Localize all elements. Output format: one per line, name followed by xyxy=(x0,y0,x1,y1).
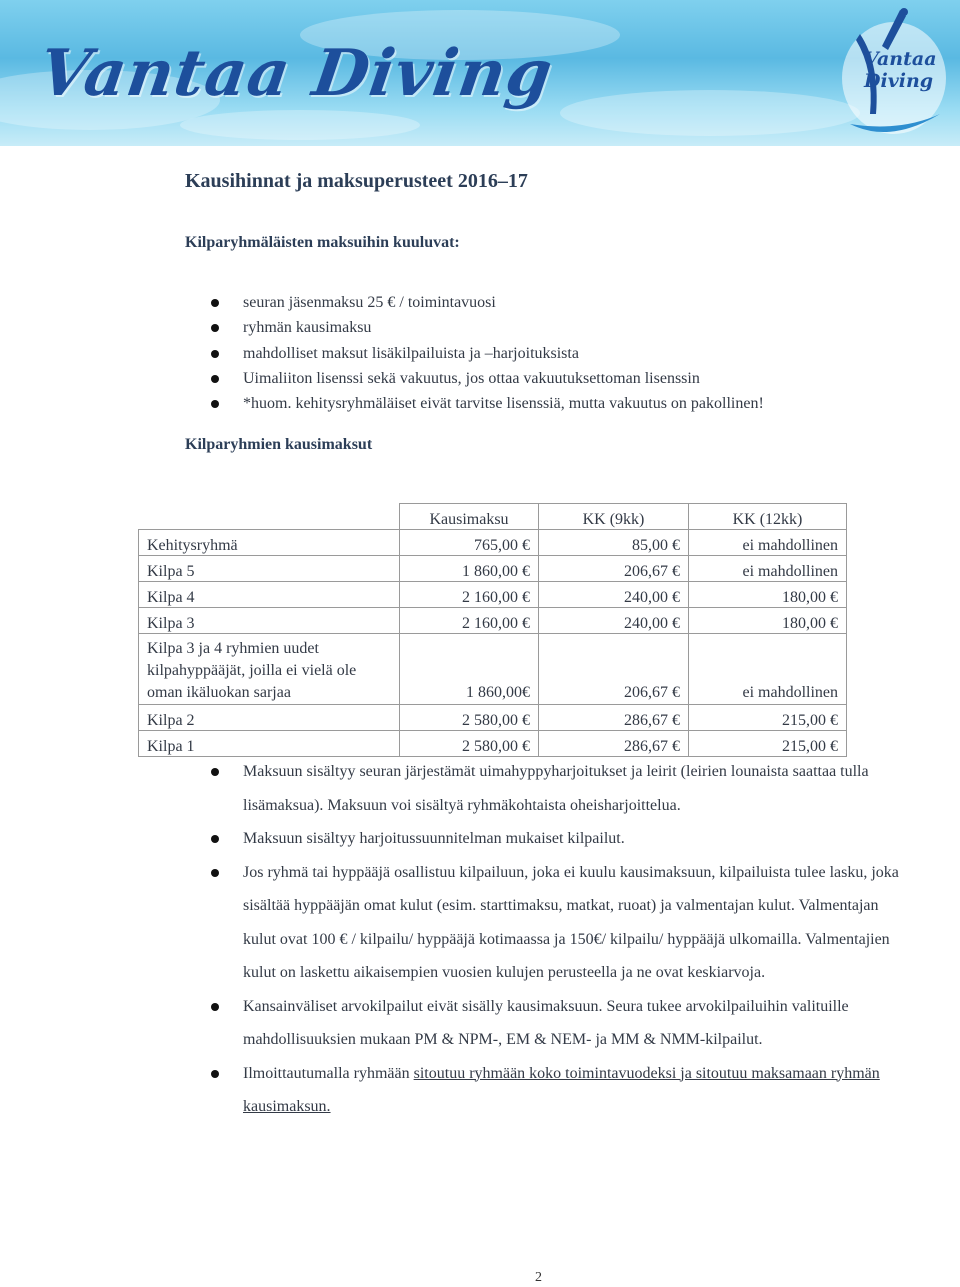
list-item xyxy=(200,391,880,416)
note-text: Kansainväliset arvokilpailut eivät sisälly kausimaksuun. Seura tukee arvokilpailuihin valituille mahdollisuuksien mukaan PM & NPM-, EM & NEM- ja MM & NMM-kilpailut. xyxy=(243,997,849,1048)
logo-wordmark: Vantaa Diving xyxy=(34,36,558,111)
table-cell: ei mahdollinen xyxy=(689,634,847,705)
table-row xyxy=(139,530,847,556)
table-row xyxy=(139,705,847,731)
table-cell: 85,00 € xyxy=(539,530,689,556)
table-row xyxy=(139,582,847,608)
list-item xyxy=(200,755,900,822)
included-heading: Kilparyhmäläisten maksuihin kuuluvat: xyxy=(185,234,460,251)
table-cell: 206,67 € xyxy=(539,634,689,705)
fees-heading: Kilparyhmien kausimaksut xyxy=(185,436,373,453)
list-item xyxy=(200,341,880,366)
table-cell: Kilpa 2 xyxy=(139,705,400,731)
water-ripple xyxy=(180,110,420,140)
list-item-text: ryhmän kausimaksu xyxy=(243,319,372,337)
header-cell: KK (12kk) xyxy=(689,504,847,530)
table-cell: ei mahdollinen xyxy=(689,556,847,582)
note-text: Jos ryhmä tai hyppääjä osallistuu kilpailuun, joka ei kuulu kausimaksuun, kilpailuista tulee lasku, joka sisältää hyppääjän omat kulut (esim. starttimaksu, matkat, ruoat) ja valmentajan kulut. Valmentajan kulut ovat 100 € / kilpailu/ hyppääjä kotimaassa ja 150€/ kilpailu/ hyppääjä ulkomailla. Valmentajien kulut on laskettu aikaisempien vuosien kulujen perusteella ja ne ovat keskiarvoja. xyxy=(243,863,899,981)
table-cell: Kilpa 4 xyxy=(139,582,400,608)
bullet-icon xyxy=(211,375,219,383)
bullet-icon xyxy=(211,350,219,358)
page-number: 2 xyxy=(535,1270,542,1285)
list-item-text: *huom. kehitysryhmäläiset eivät tarvitse lisenssiä, mutta vakuutus on pakollinen! xyxy=(243,395,764,413)
bullet-icon xyxy=(211,1003,219,1011)
commitment-text: sitoutuu ryhmään koko toimintavuodeksi ja sitoutuu maksamaan ryhmän kausimaksun. xyxy=(243,1064,880,1115)
table-cell: 765,00 € xyxy=(400,530,539,556)
table-header-row xyxy=(139,504,847,530)
table-cell: 180,00 € xyxy=(689,608,847,634)
list-item-text: mahdolliset maksut lisäkilpailuista ja –harjoituksista xyxy=(243,344,579,362)
list-item xyxy=(200,822,900,856)
table-cell: Kilpa 1 xyxy=(139,731,400,757)
header-cell: Kausimaksu xyxy=(400,504,539,530)
table-cell: 2 160,00 € xyxy=(400,608,539,634)
bullet-icon xyxy=(211,835,219,843)
table-row xyxy=(139,608,847,634)
page-title: Kausihinnat ja maksuperusteet 2016–17 xyxy=(185,170,528,192)
table-cell: ei mahdollinen xyxy=(689,530,847,556)
table-cell: 240,00 € xyxy=(539,608,689,634)
table-cell: 240,00 € xyxy=(539,582,689,608)
table-row xyxy=(139,556,847,582)
list-item-text: Uimaliiton lisenssi sekä vakuutus, jos ottaa vakuutuksettoman lisenssin xyxy=(243,369,700,387)
table-cell: 215,00 € xyxy=(689,731,847,757)
list-item xyxy=(200,856,900,990)
list-item-text: seuran jäsenmaksu 25 € / toimintavuosi xyxy=(243,294,496,311)
note-text: Maksuun sisältyy seuran järjestämät uimahyppyharjoitukset ja leirit (leirien lounaista saattaa tulla lisämaksua). Maksuun voi sisältyä ryhmäkohtaista oheisharjoittelua. xyxy=(243,763,869,814)
emblem-line-1: Vantaa xyxy=(864,48,937,70)
header-cell xyxy=(139,504,400,530)
table-cell: 2 580,00 € xyxy=(400,705,539,731)
table-cell: 2 580,00 € xyxy=(400,731,539,757)
list-item xyxy=(200,366,880,391)
list-item xyxy=(200,290,880,315)
list-item xyxy=(200,315,880,340)
bullet-icon xyxy=(211,324,219,332)
table-cell: Kilpa 3 xyxy=(139,608,400,634)
table-cell: Kilpa 3 ja 4 ryhmien uudet kilpahyppääjät, joilla ei vielä ole oman ikäluokan sarjaa xyxy=(139,634,400,705)
header-banner xyxy=(0,0,960,146)
table-cell: 286,67 € xyxy=(539,705,689,731)
table-cell: 206,67 € xyxy=(539,556,689,582)
emblem-line-2: Diving xyxy=(864,70,934,92)
table-cell: 215,00 € xyxy=(689,705,847,731)
note-lead-text: Ilmoittautumalla ryhmään xyxy=(243,1064,414,1082)
water-ripple xyxy=(560,90,860,136)
table-row xyxy=(139,634,847,705)
note-text: Maksuun sisältyy harjoitussuunnitelman mukaiset kilpailut. xyxy=(243,830,625,847)
table-cell: 1 860,00€ xyxy=(400,634,539,705)
bullet-icon xyxy=(211,869,219,877)
header-cell: KK (9kk) xyxy=(539,504,689,530)
table-cell: 180,00 € xyxy=(689,582,847,608)
bullet-icon xyxy=(211,400,219,408)
table-cell: 2 160,00 € xyxy=(400,582,539,608)
table-cell: Kehitysryhmä xyxy=(139,530,400,556)
notes-list xyxy=(200,755,900,1124)
table-cell: 286,67 € xyxy=(539,731,689,757)
bullet-icon xyxy=(211,768,219,776)
bullet-icon xyxy=(211,299,219,307)
table-row xyxy=(139,731,847,757)
included-list xyxy=(200,290,880,416)
list-item xyxy=(200,1057,900,1124)
emblem-text xyxy=(864,48,948,92)
bullet-icon xyxy=(211,1070,219,1078)
fees-table xyxy=(138,503,847,757)
table-cell: Kilpa 5 xyxy=(139,556,400,582)
list-item xyxy=(200,990,900,1057)
table-cell: 1 860,00 € xyxy=(400,556,539,582)
club-emblem xyxy=(830,4,948,138)
